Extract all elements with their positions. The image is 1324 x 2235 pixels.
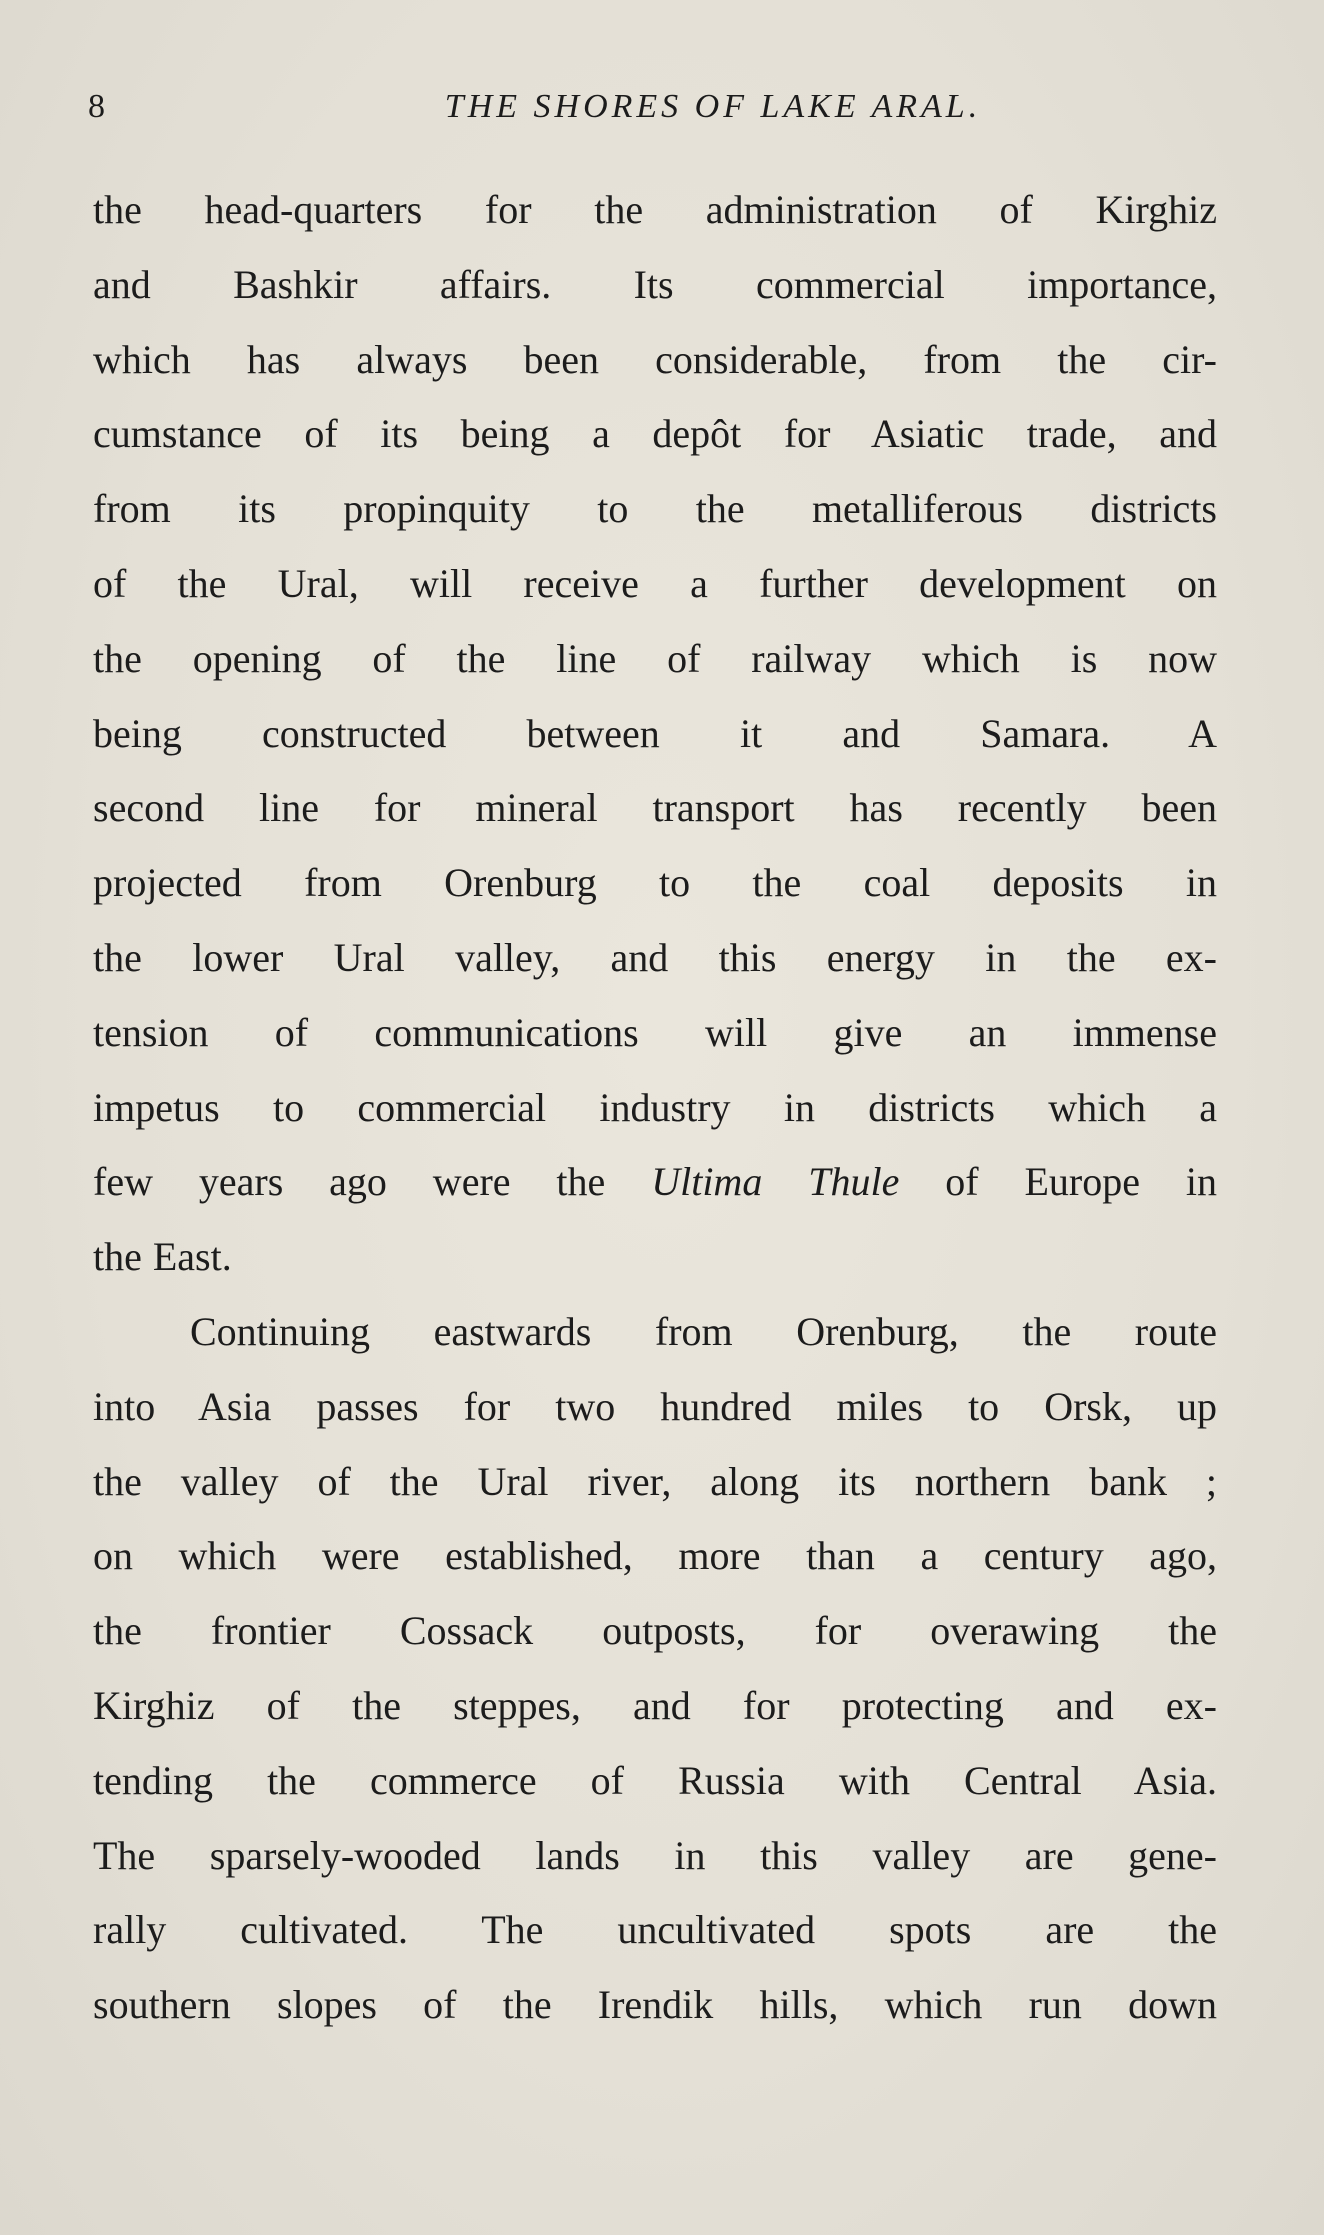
text-line: the frontier Cossack outposts, for overawing the [93, 1608, 1217, 1654]
text-segment: of Europe in [945, 1159, 1217, 1205]
text-line: The sparsely-wooded lands in this valley are gene- [93, 1832, 1217, 1878]
text-line: projected from Orenburg to the coal deposits in [93, 860, 1217, 906]
running-title: THE SHORES OF LAKE ARAL. [444, 88, 982, 125]
text-line: into Asia passes for two hundred miles to Orsk, up [93, 1383, 1217, 1429]
text-line: which has always been considerable, from the cir- [93, 336, 1217, 382]
text-line: impetus to commercial industry in districts which a [93, 1084, 1217, 1130]
paragraph-end-line: the East. [93, 1234, 232, 1280]
text-line: second line for mineral transport has recently been [93, 785, 1217, 831]
text-line: cumstance of its being a depôt for Asiatic trade, and [93, 411, 1217, 457]
text-line: the lower Ural valley, and this energy in the ex- [93, 934, 1217, 980]
text-line: and Bashkir affairs. Its commercial importance, [93, 261, 1217, 307]
page-number: 8 [88, 88, 105, 125]
italic-phrase: Ultima Thule [651, 1159, 900, 1205]
text-line: southern slopes of the Irendik hills, which run down [93, 1982, 1217, 2028]
text-segment: few years ago were the [93, 1159, 606, 1205]
text-line: rally cultivated. The uncultivated spots are the [93, 1907, 1217, 1953]
text-line: from its propinquity to the metalliferous districts [93, 486, 1217, 532]
running-head [88, 82, 1228, 132]
paragraph-first-line: Continuing eastwards from Orenburg, the route [190, 1308, 1217, 1354]
text-line: on which were established, more than a century ago, [93, 1533, 1217, 1579]
text-line: tension of communications will give an immense [93, 1009, 1217, 1055]
text-line: being constructed between it and Samara. A [93, 710, 1217, 756]
text-line: tending the commerce of Russia with Central Asia. [93, 1757, 1217, 1803]
text-line: the head-quarters for the administration of Kirghiz [93, 187, 1217, 232]
text-line: the valley of the Ural river, along its northern bank ; [93, 1458, 1217, 1504]
text-line-with-italic [93, 1145, 1217, 1220]
body-text [93, 173, 1217, 2043]
text-line: Kirghiz of the steppes, and for protecting and ex- [93, 1682, 1217, 1728]
text-line: the opening of the line of railway which is now [93, 635, 1217, 681]
text-line: of the Ural, will receive a further development on [93, 560, 1217, 606]
